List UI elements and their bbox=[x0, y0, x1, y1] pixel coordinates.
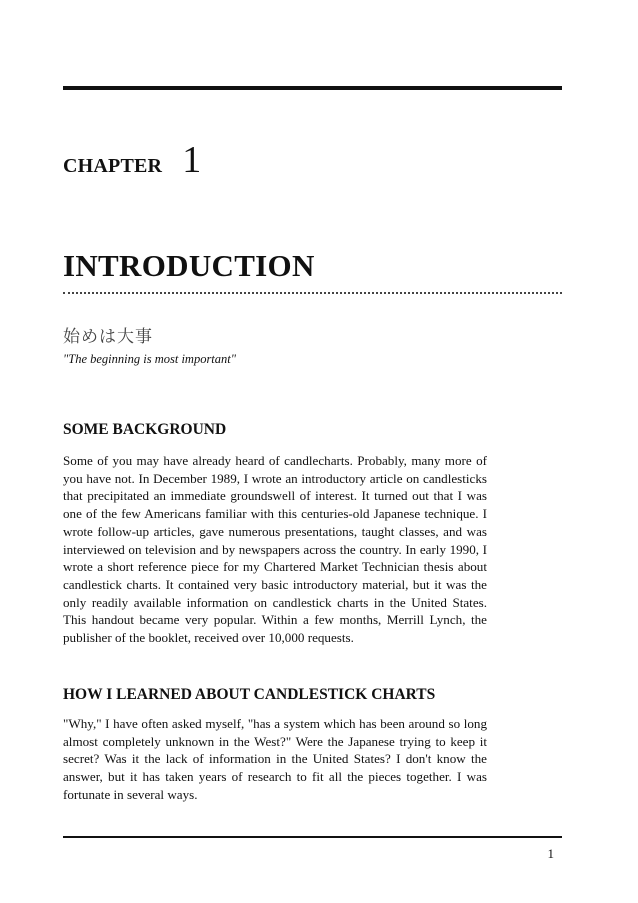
chapter-heading bbox=[63, 138, 201, 182]
top-rule bbox=[63, 86, 562, 90]
section-body-background: Some of you may have already heard of candlecharts. Probably, many more of you have not. In December 1989, I wrote an introductory article on candlesticks that precipitated an immediate groundswell of interest. It turned out that I was one of the few Americans familiar with this centuries-old Japanese technique. I wrote follow-up articles, gave numerous presentations, taught classes, and was interviewed on television and by newspapers across the country. In early 1990, I wrote a short reference piece for my Chartered Market Technician thesis about candlestick charts. It contained very basic introductory material, but it was the only readily available information on candlestick charts in the United States. This handout became very popular. Within a few months, Merrill Lynch, the publisher of the booklet, received over 10,000 requests. bbox=[63, 453, 487, 646]
chapter-label: CHAPTER bbox=[63, 155, 163, 177]
page-number: 1 bbox=[547, 846, 554, 861]
dotted-divider bbox=[63, 292, 562, 294]
section-body-how-learned: "Why," I have often asked myself, "has a system which has been around so long almost completely unknown in the West?" Were the Japanese trying to keep it secret? Was it the lack of information in the United States? I don't know the answer, but it has taken years of research to fit all the pieces together. I was fortunate in several ways. bbox=[63, 716, 487, 802]
section-heading-how-learned: HOW I LEARNED ABOUT CANDLESTICK CHARTS bbox=[63, 686, 436, 703]
section-heading-background: SOME BACKGROUND bbox=[63, 421, 227, 438]
proverb-translation: "The beginning is most important" bbox=[63, 352, 237, 366]
chapter-number: 1 bbox=[182, 139, 202, 181]
bottom-rule bbox=[63, 836, 562, 838]
chapter-title: INTRODUCTION bbox=[63, 248, 315, 283]
japanese-proverb: 始めは大事 bbox=[63, 327, 153, 347]
